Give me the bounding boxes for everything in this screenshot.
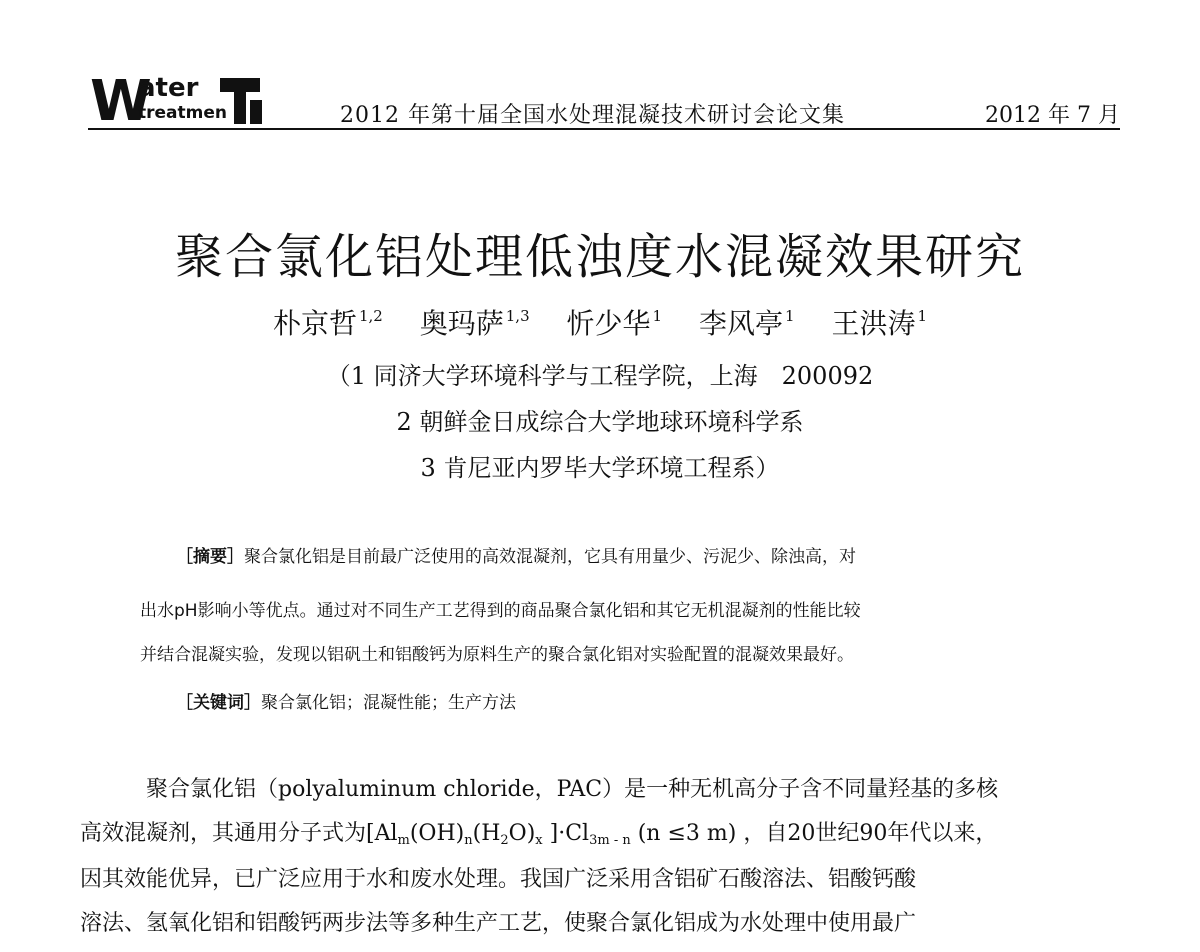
body-paragraph-line: 因其效能优异，已广泛应用于水和废水处理。我国广泛采用含铝矿石酸溶法、铝酸钙酸	[80, 867, 917, 892]
keywords: ［关键词］聚合氯化铝；混凝性能；生产方法	[176, 693, 516, 713]
affiliation-2: 2 朝鲜金日成综合大学地球环境科学系	[396, 408, 804, 436]
svg-text:treatmen: treatmen	[138, 103, 227, 123]
affiliation-1: （1 同济大学环境科学与工程学院，上海 200092	[326, 362, 874, 390]
author: 忻少华 $^1$	[566, 307, 663, 340]
body-paragraph-line: 聚合氯化铝（polyaluminum chloride，PAC）是一种无机高分子含不同量羟基的多核	[146, 777, 999, 802]
header-rule	[88, 128, 1120, 130]
author: 王洪涛 $^1$	[831, 307, 928, 340]
author: 朴京哲 $^{1,2}$	[272, 307, 383, 340]
abstract-line: 出水pH影响小等优点。通过对不同生产工艺得到的商品聚合氯化铝和其它无机混凝剂的性能比较	[140, 601, 861, 621]
abstract-label: ［摘要］	[176, 547, 244, 567]
author: 奥玛萨 $^{1,3}$	[419, 307, 530, 340]
svg-text:W: W	[90, 72, 152, 126]
paper-title: 聚合氯化铝处理低浊度水混凝效果研究	[174, 229, 1025, 285]
page-header	[88, 68, 1120, 130]
affiliation-3: 3 肯尼亚内罗毕大学环境工程系）	[420, 454, 780, 482]
proceedings-date: 2012 年 7 月	[985, 103, 1120, 128]
abstract-line: 并结合混凝实验，发现以铝矾土和铝酸钙为原料生产的聚合氯化铝对实验配置的混凝效果最好。	[140, 645, 854, 665]
proceedings-title: 2012 年第十届全国水处理混凝技术研讨会论文集	[340, 103, 845, 128]
author: 李风亭 $^1$	[699, 307, 795, 340]
svg-text:ater: ater	[138, 73, 199, 103]
body-paragraph-line: 高效混凝剂，其通用分子式为[$Al_m(OH)_n(H_2O)_x$ ]$\cdot Cl_{3m - n}$ (n ≤3 m) ，自20世纪90年代以来，	[80, 821, 998, 848]
author-list	[0, 302, 1200, 342]
body-paragraph-line: 溶法、氢氧化铝和铝酸钙两步法等多种生产工艺，使聚合氯化铝成为水处理中使用最广	[80, 911, 917, 936]
water-treatment-logo	[88, 72, 266, 126]
abstract-line: ［摘要］聚合氯化铝是目前最广泛使用的高效混凝剂，它具有用量少、污泥少、除浊高，对	[176, 547, 856, 567]
keywords-label: ［关键词］	[176, 693, 261, 713]
